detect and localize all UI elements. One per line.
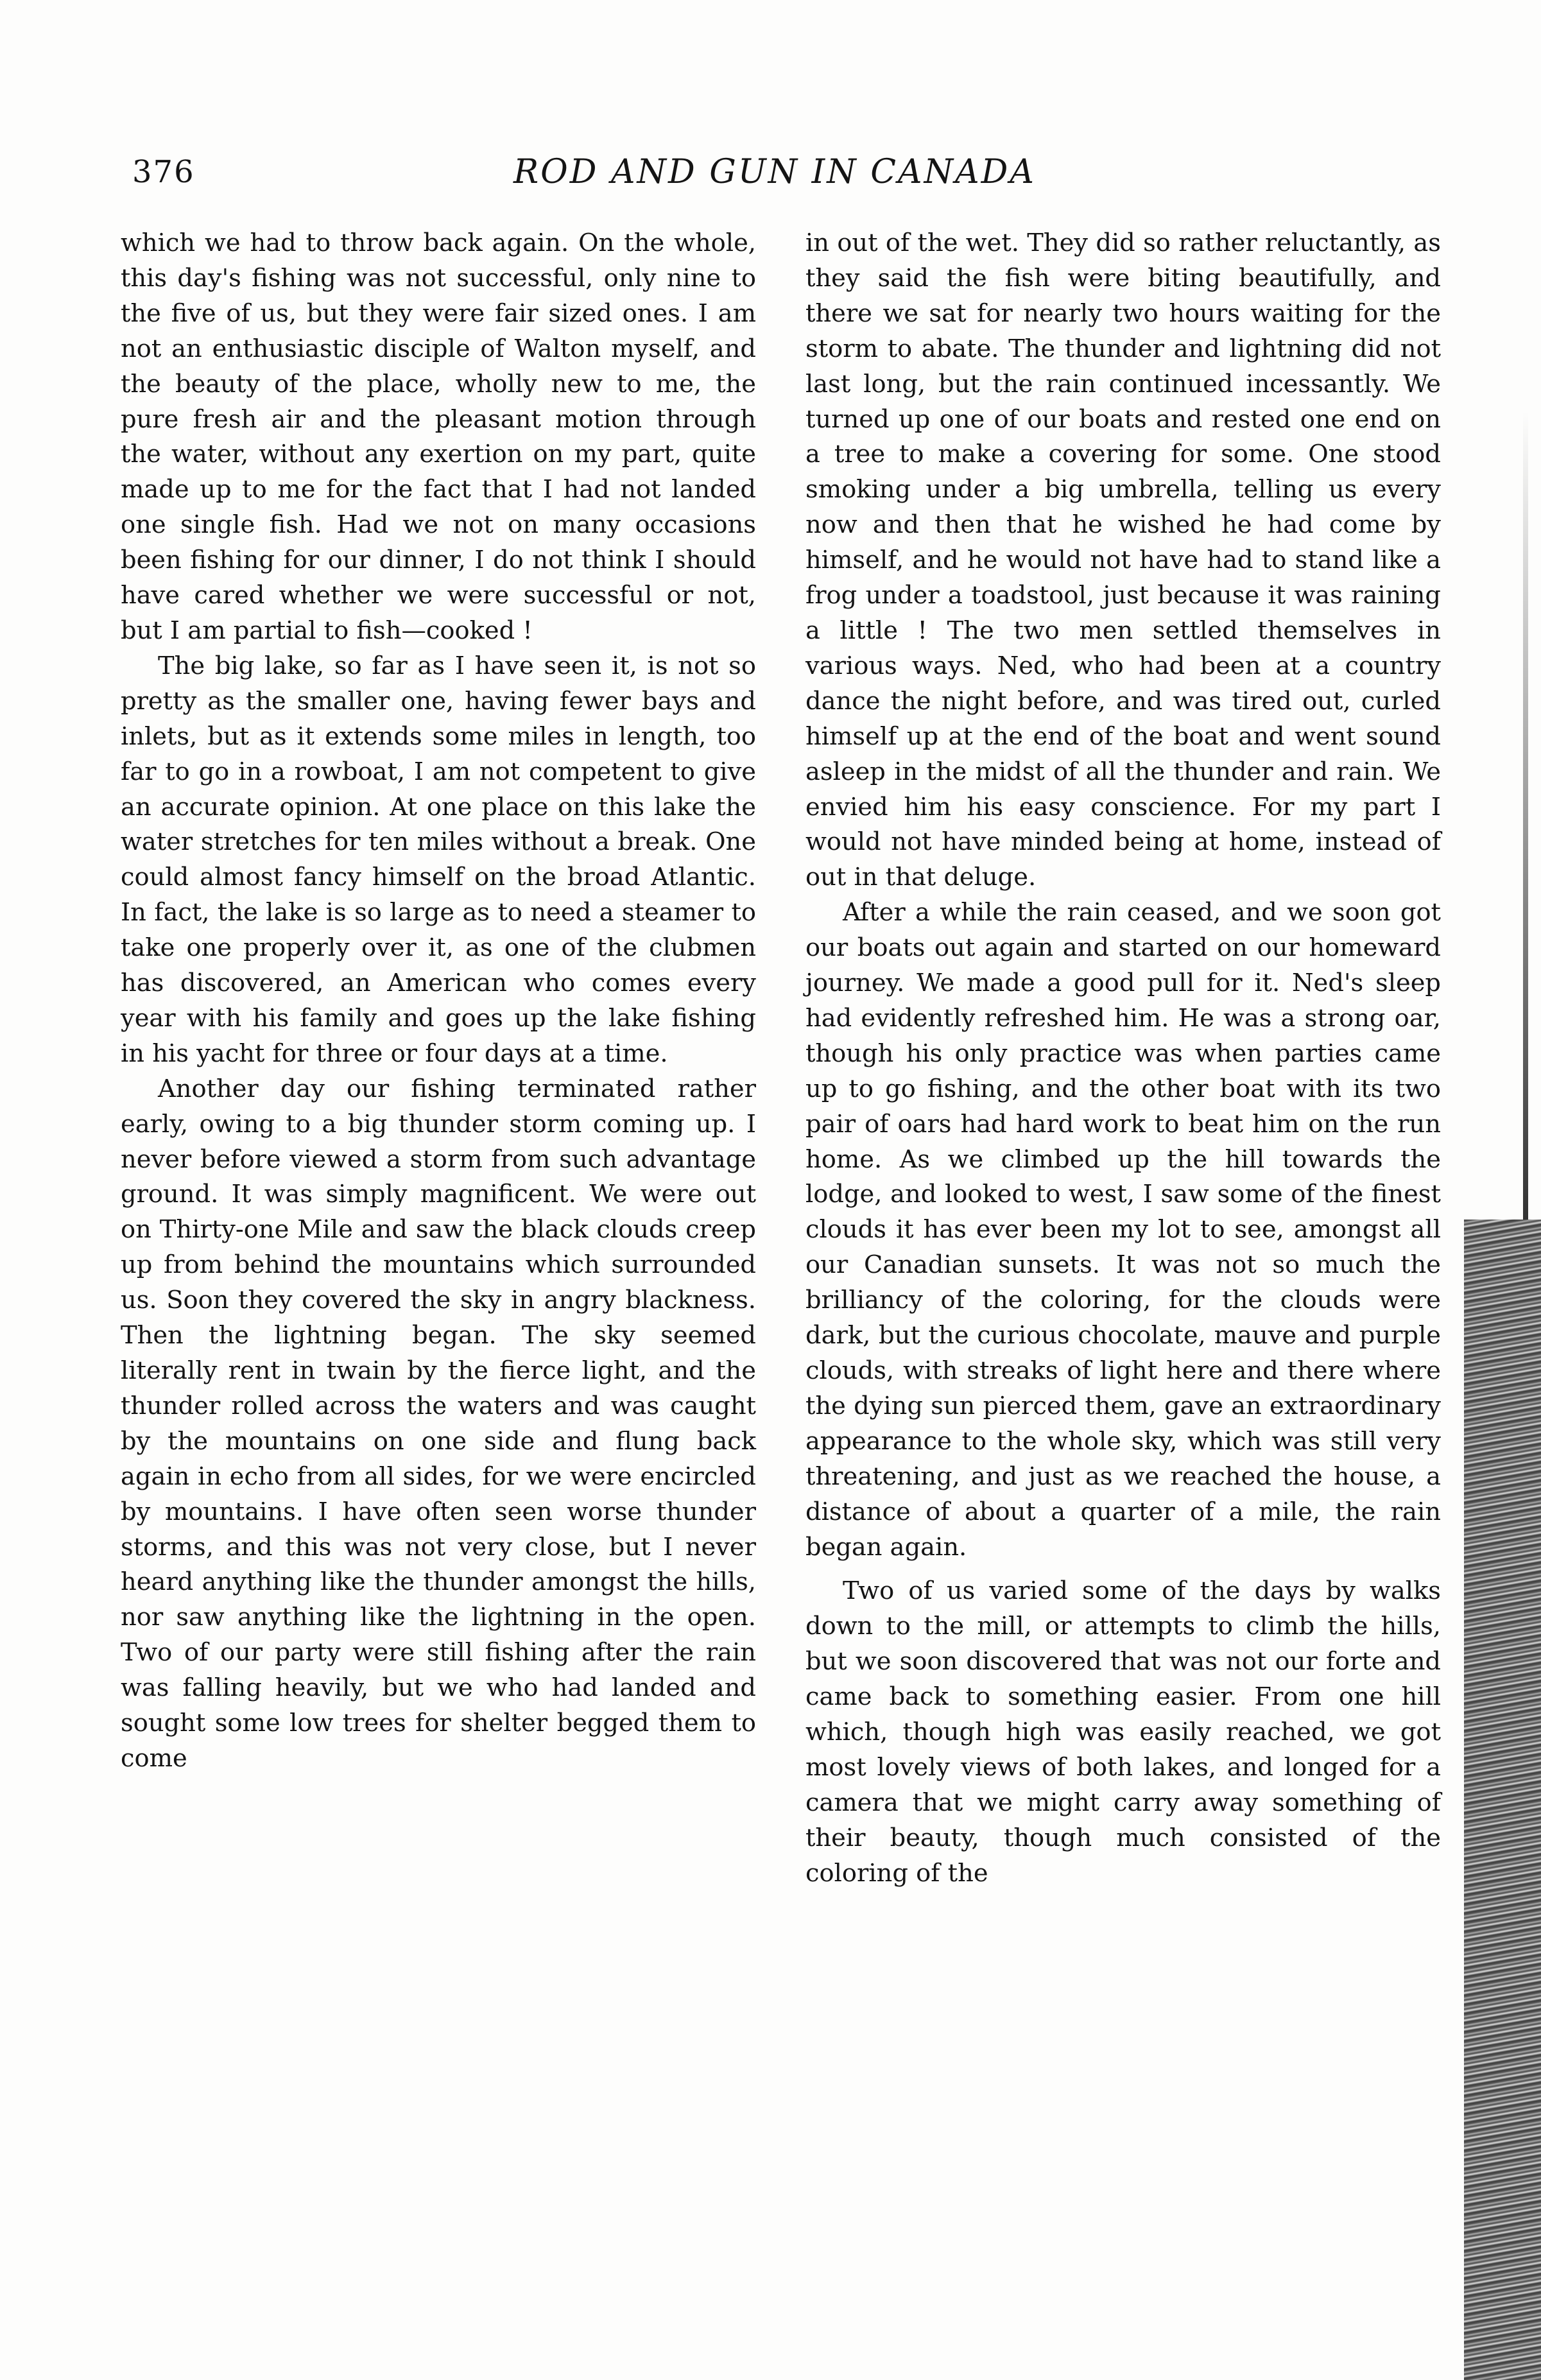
paragraph: After a while the rain ceased, and we soon got our boats out again and started on our homeward journey. We made a good pull for it. Ned's sleep had evidently refreshed him. He was a strong oar, though his only practice was when parties came up to go fishing, and the other boat with its two pair of oars had hard work to beat him on the run home. As we climbed up the hill towards the lodge, and looked to west, I saw some of the finest clouds it has ever been my lot to see, amongst all our Canadian sunsets. It was not so much the brilliancy of the coloring, for the clouds were dark, but the curious chocolate, mauve and purple clouds, with streaks of light here and there where the dying sun pierced them, gave an extraordinary appearance to the whole sky, which was still very threatening, and just as we reached the house, a distance of about a quarter of a mile, the rain began again. — [805, 898, 1441, 1562]
scan-edge-artifact — [1464, 1220, 1541, 2380]
paragraph: Another day our fishing terminated rather early, owing to a big thunder storm coming up. I never before viewed a storm from such advantage ground. It was simply magnificent. We were out on Thirty-one Mile and saw the black clouds creep up from behind the mountains which surrounded us. Soon they covered the sky in angry blackness. Then the lightning began. The sky seemed literally rent in twain by the fierce light, and the thunder rolled across the waters and was caught by the mountains on one side and flung back again in echo from all sides, for we were encircled by mountains. I have often seen worse thunder storms, and this was not very close, but I never heard anything like the thunder amongst the hills, nor saw anything like the lightning in the open. Two of our party were still fishing after the rain was falling heavily, but we who had landed and sought some low trees for shelter begged them to come — [121, 1074, 756, 1773]
paragraph: Two of us varied some of the days by walks down to the mill, or attempts to climb the hills, but we soon discovered that was not our forte and came back to something easier. From one hill which, though high was easily reached, we got most lovely views of both lakes, and longed for a camera that we might carry away something of their beauty, though much consisted of the coloring of the — [805, 1576, 1441, 1888]
right-column — [805, 226, 1441, 1892]
paragraph: The big lake, so far as I have seen it, is not so pretty as the smaller one, having fewer bays and inlets, but as it extends some miles in length, too far to go in a rowboat, I am not competent to give an accurate opinion. At one place on this lake the water stretches for ten miles without a break. One could almost fancy himself on the broad Atlantic. In fact, the lake is so large as to need a steamer to take one properly over it, as one of the clubmen has discovered, an American who comes every year with his family and goes up the lake fishing in his yacht for three or four days at a time. — [121, 651, 756, 1068]
paragraph: which we had to throw back again. On the whole, this day's fishing was not successful, only nine to the five of us, but they were fair sized ones. I am not an enthusiastic disciple of Walton myself, and the beauty of the place, wholly new to me, the pure fresh air and the pleasant motion through the water, without any exertion on my part, quite made up to me for the fact that I had not landed one single fish. Had we not on many occasions been fishing for our dinner, I do not think I should have cared whether we were successful or not, but I am partial to fish—cooked ! — [121, 229, 756, 645]
page-number: 376 — [132, 154, 195, 190]
left-column — [121, 226, 756, 1777]
scan-edge-shadow — [1523, 411, 1528, 1220]
paragraph: in out of the wet. They did so rather reluctantly, as they said the fish were biting beautifully, and there we sat for nearly two hours waiting for the storm to abate. The thunder and lightning did not last long, but the rain continued incessantly. We turned up one of our boats and rested one end on a tree to make a covering for some. One stood smoking under a big umbrella, telling us every now and then that he wished he had come by himself, and he would not have had to stand like a frog under a toadstool, just because it was raining a little ! The two men settled themselves in various ways. Ned, who had been at a country dance the night before, and was tired out, curled himself up at the end of the boat and went sound asleep in the midst of all the thunder and rain. We envied him his easy conscience. For my part I would not have minded being at home, instead of out in that deluge. — [805, 229, 1441, 892]
running-title: ROD AND GUN IN CANADA — [513, 153, 1036, 191]
